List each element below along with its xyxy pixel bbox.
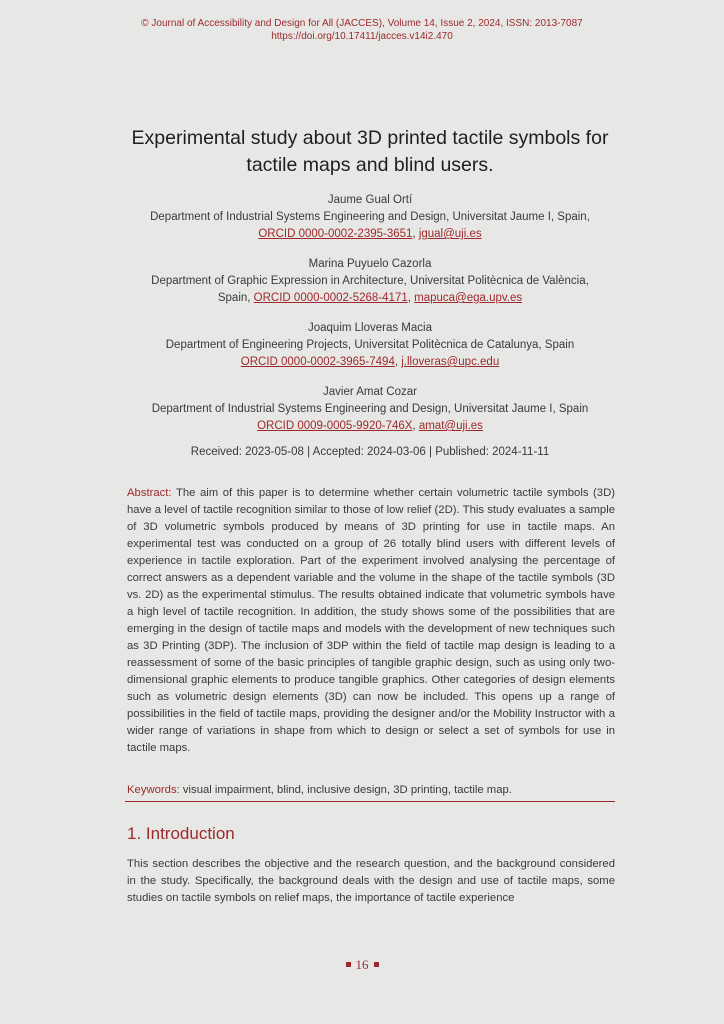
journal-header: [0, 17, 724, 43]
author-affiliation: Department of Graphic Expression in Architecture, Universitat Politècnica de València,: [151, 275, 589, 287]
section-heading: 1. Introduction: [127, 824, 235, 843]
doi-link[interactable]: https://doi.org/10.17411/jacces.v14i2.470: [271, 31, 453, 42]
section-body: This section describes the objective and the research question, and the background considered in the study. Specifically, the background deals with the design and use of tactile maps, some studies on tactile symbols on relief maps, the importance of tactile experience: [127, 858, 615, 904]
author-block: [110, 320, 630, 371]
keywords: [127, 782, 615, 799]
orcid-link[interactable]: ORCID 0009-0005-9920-746X: [257, 420, 413, 432]
publication-dates: Received: 2023-05-08 | Accepted: 2024-03-06 | Published: 2024-11-11: [190, 446, 550, 458]
square-bullet-icon: [374, 962, 379, 967]
author-affiliation: Department of Engineering Projects, Universitat Politècnica de Catalunya, Spain: [165, 339, 575, 351]
author-name: Jaume Gual Ortí: [327, 194, 413, 206]
author-block: [110, 256, 630, 307]
email-link[interactable]: amat@uji.es: [418, 420, 483, 432]
author-affiliation-cont: Spain,: [217, 292, 251, 304]
author-affiliation: Department of Industrial Systems Engineering and Design, Universitat Jaume I, Spain: [151, 403, 589, 415]
email-link[interactable]: mapuca@ega.upv.es: [414, 292, 523, 304]
abstract-text: The aim of this paper is to determine whether certain volumetric tactile symbols (3D) have a level of tactile recognition similar to those of low relief (2D). This study evaluates a sample of 3D volumetric symbols produced by means of 3D printing for use in tactile maps. An experimental test was conducted on a group of 26 totally blind users with different levels of experience in tactile exploration. Part of the experiment involved analysing the percentage of correct answers as a dependent variable and the volume in the shape of the tactile symbols (3D vs. 2D) as the experimental stimulus. The results obtained indicate that volumetric symbols have a high level of tactile recognition. In addition, the study shows some of the possibilities that are emerging in the design of tactile maps and models with the development of new techniques such as 3D Printing (3DP). The inclusion of 3DP within the field of tactile map design is leading to a reassessment of some of the basic principles of tangible graphic design, such as using only two-dimensional graphic elements to produce tangible graphics. Other categories of design elements such as volumetric design elements (3D) can now be included. This opens up a range of possibilities in the field of tactile maps, providing the designer and/or the Mobility Instructor with a wider range of variations in shape from which to design or select a set of symbols for use in tactile maps.: [127, 487, 615, 754]
title-line-2: tactile maps and blind users.: [246, 154, 494, 176]
author-block: [110, 384, 630, 435]
citation-line: © Journal of Accessibility and Design for All (JACCES), Volume 14, Issue 2, 2024, ISSN: 2013-7087: [141, 18, 583, 29]
email-link[interactable]: j.lloveras@upc.edu: [401, 356, 500, 368]
paper-title: [100, 125, 640, 179]
abstract-label: Abstract:: [127, 487, 172, 499]
keywords-text: visual impairment, blind, inclusive design, 3D printing, tactile map.: [182, 784, 512, 796]
author-name: Marina Puyuelo Cazorla: [308, 258, 432, 270]
author-links: Spain, ORCID 0000-0002-5268-4171, mapuca@ega.upv.es: [217, 292, 523, 304]
orcid-link[interactable]: ORCID 0000-0002-2395-3651: [258, 228, 413, 240]
author-links: ORCID 0000-0002-2395-3651, jgual@uji.es: [258, 228, 482, 240]
author-list: [110, 192, 630, 448]
page-number: 16: [355, 957, 369, 972]
keywords-label: Keywords:: [127, 784, 180, 796]
orcid-link[interactable]: ORCID 0000-0002-3965-7494: [240, 356, 395, 368]
title-line-1: Experimental study about 3D printed tactile symbols for: [131, 127, 609, 149]
author-block: [110, 192, 630, 243]
section-divider: [125, 801, 615, 802]
square-bullet-icon: [346, 962, 351, 967]
author-name: Javier Amat Cozar: [323, 386, 417, 398]
email-link[interactable]: jgual@uji.es: [418, 228, 482, 240]
abstract: [127, 485, 615, 757]
author-links: ORCID 0009-0005-9920-746X, amat@uji.es: [257, 420, 483, 432]
author-links: ORCID 0000-0002-3965-7494, j.lloveras@upc.edu: [240, 356, 500, 368]
author-name: Joaquim Lloveras Macia: [307, 322, 432, 334]
orcid-link[interactable]: ORCID 0000-0002-5268-4171: [253, 292, 408, 304]
author-affiliation: Department of Industrial Systems Engineering and Design, Universitat Jaume I, Spain,: [150, 211, 590, 223]
page-footer: [0, 957, 724, 973]
